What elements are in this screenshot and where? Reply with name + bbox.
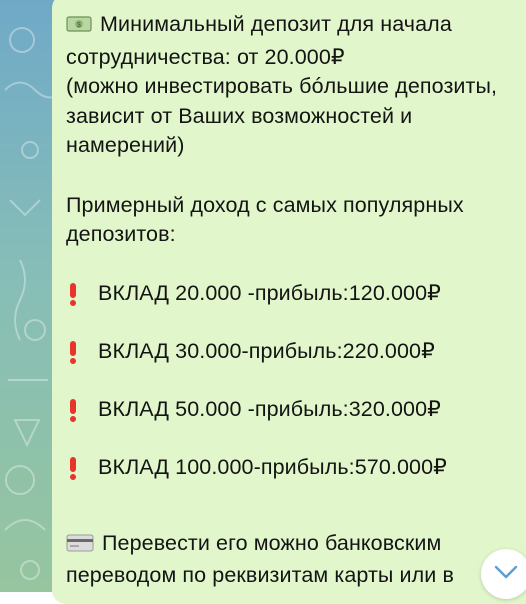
red-exclamation-icon — [66, 282, 80, 306]
deposit-row — [66, 454, 506, 483]
transfer-text: Перевести его можно банковским переводом по реквизитам карты или в — [66, 530, 455, 587]
red-exclamation-icon — [66, 456, 80, 480]
deposit-row — [66, 396, 506, 425]
deposit-text: ВКЛАД 50.000 -прибыль:320.000₽ — [98, 397, 441, 422]
credit-card-icon — [66, 532, 94, 562]
chevron-down-icon — [493, 564, 519, 585]
svg-text:$: $ — [77, 22, 81, 29]
intro-text: Минимальный депозит для начала сотрудничества: от 20.000₽ (можно инвестировать бóльшие депозиты, зависит от Ваших возможностей и намерений) — [66, 12, 498, 157]
deposit-text: ВКЛАД 30.000-прибыль:220.000₽ — [98, 339, 435, 364]
wallpaper-doodles — [0, 0, 60, 592]
income-heading: Примерный доход с самых популярных депозитов: — [66, 192, 464, 246]
transfer-block — [66, 529, 506, 591]
intro-block — [66, 10, 506, 161]
deposit-row — [66, 280, 506, 309]
money-banknote-icon — [66, 13, 92, 43]
message-body — [66, 10, 506, 591]
deposit-row — [66, 338, 506, 367]
deposit-text: ВКЛАД 20.000 -прибыль:120.000₽ — [98, 281, 441, 306]
deposit-text: ВКЛАД 100.000-прибыль:570.000₽ — [98, 455, 447, 480]
red-exclamation-icon — [66, 398, 80, 422]
red-exclamation-icon — [66, 340, 80, 364]
